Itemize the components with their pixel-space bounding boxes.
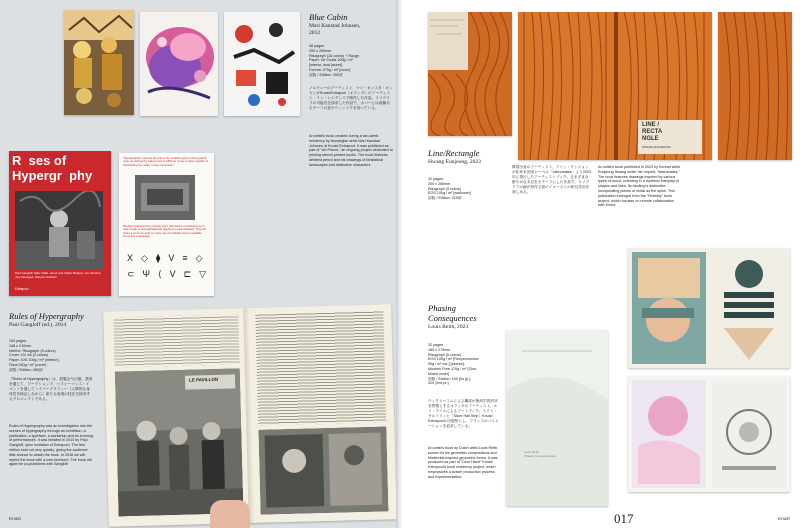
phasing-spread-art-2 [628,376,790,492]
line-rectangle-cover-wood [428,12,512,136]
blue-cabin-illustration-3 [224,12,300,116]
blue-cabin-book-3 [224,12,300,116]
open-book-left-text [113,314,239,367]
rules-byline: Paul Gangloff (ed.), 2014 [9,322,67,328]
line-rectangle-label-4: HWANG EUNJEONG [642,145,671,149]
hand-holding-book [210,500,250,528]
rules-title: Rules of Hypergraphy [9,311,84,321]
line-rectangle-wood-spread [518,12,712,160]
line-rectangle-open-book [518,12,712,160]
hypergraphy-inside-body: Besides brainstorming existing work, this book's contributors try to write single or dual-alphabetical glyphs to a new standard. They all share a common goal: to make use of readable and unreadable forms into a language. [123,224,206,239]
line-rectangle-byline: Hwang Eunjeong, 2023 [428,159,481,165]
phasing-cover-credit: Louis Reith Phasing Consequences [524,450,556,458]
right-footer: Knust [778,516,790,521]
phasing-open-spread-2 [628,376,790,492]
phasing-en-text: An artist's book by Dutch artist Louis Reith, known for his geometric compositions and Modernist-inspired geometric forms. It was produced as part of "Door Hand" Knust/ Extrapool's book residency project, which emphasizes a slower production process and experimentation. [428,446,499,479]
hypergraphy-inside-page [119,153,214,296]
line-rectangle-back-cover [718,12,792,160]
blue-cabin-title: Blue Cabin [309,12,348,22]
hypergraphy-cover-title-2: Hypergr phy [12,168,93,183]
line-rectangle-back-wood [718,12,792,160]
line-rectangle-title: Line/Rectangle [428,148,480,158]
hypergraphy-cover-title-1: R ses of [12,153,67,168]
blue-cabin-illustration-1 [64,10,134,115]
open-book-photo-right [258,426,388,514]
hypergraphy-cover-caption: Paul Gangloff, Marc Vallet, Hervé and Virgile Métayer, Yan Teutsch, Joly Planaged, Roberto Gabrielli [15,271,102,279]
hypergraphy-glyphs-1: X ◇ ⧫ V ≡ ◇ [127,253,204,263]
phasing-jp-text: ウィクリースムによる構成が幾何学的形状を特徴とするオランダのアーティスト、ルイ・ライエによるアートブック。スイス・ゼルトリッヒ［Stoer Hall Strip］Knust/ Extrapoolの出版物とし、フランスのバリエーションを追求している。 [428,399,499,428]
hypergraphy-cover-publisher: Extrapool [15,287,29,291]
line-rectangle-label-1: LINE / [642,122,660,128]
hypergraphy-glyphs-2: ⊂ Ψ ⟨ V ⊏ ▽ [127,269,208,279]
page-number: 017 [614,511,634,526]
blue-cabin-jp-text: ノルウェーのアーティスト、マリ・カンスタ・ヨンセンがKnust/Extrapool（オランダ）のアーティスト・イン・レジデンスで制作した作品。リソグラフの可能性を探求した作品で、カバーには複雑なモチーフの窓やウィンドウを用いている。 [309,86,393,110]
line-rectangle-jp-text: 韓国出身のアーティスト、ファン・ウンジョンが私家本出版レーベル「Ideeomates」より2023年に発行したアーティストブック。さまざまな鮮やかな木目をモチーフにした作品で、リソグラフの線が形作る面のイメージとの相互作用を楽しめる。 [512,165,592,194]
hypergraphy-cover [9,151,111,296]
blue-cabin-book-2 [140,12,218,116]
blue-cabin-book-1 [64,10,134,115]
blue-cabin-specs: 48 pages 200 x 260mm Risograph (16 colors) + Rough Paper: De Costa 100g / m² [interior, dust jacket], Forever 270g / m² [cover] 部数 / Edition: 300部 [309,44,360,77]
line-rectangle-label-3: NGLE [642,136,659,142]
open-book-sign: LE PAVILLON [188,376,219,383]
hypergraphy-inside-intro: "Hypergraphie" was the first name the Lettriste gave to their graphic work, as defined by Isidore Isou in 1950 as "a set of signs capable of transmitting the reality of any expression". [123,156,208,167]
phasing-spread-art [628,248,790,368]
phasing-cover-art [506,330,608,506]
phasing-cover [506,330,608,506]
line-rectangle-cover [428,12,512,136]
line-rectangle-specs: 32 pages 200 x 260mm Risograph [3 colors] EOS 100g / m² [wallcover] 部数 / Edition: 315部 [428,177,471,201]
line-rectangle-en-text: An artist's book published in 2023 by Korean artist Eunjeong Hwang under her imprint, "ideeomates." The book features drawings inspired by various types of wood, unfolding in a rhythmic interplay of shapes and lines. Its binding is distinctive, incorporating pieces of metal as the spine. This publication emerged from the "Peeldop" book project, which focuses on remote collaboration with Knust. [598,165,680,208]
phasing-open-spread [628,248,790,368]
right-page [402,0,800,528]
open-book-photo-left [115,368,244,516]
left-page [0,0,398,528]
rules-en-text: Rules of Hypergraphy was an investigation into the scenes of hypergraphy through an exhibition, a publication, a typeface, a workshop and an evening of performances. It was initiated in 2013 by Paul Gangloff, upon invitation of Extrapool. The first edition sold out very quickly, giving the audience little chance to obtain the book. In 2016 we will reprint the book with a new foreword. The book will again be co-published with Gangloff. [9,424,93,467]
line-rectangle-label-2: RECTA [642,129,663,135]
rules-specs: 104 pages 148 x 210mm Interior: Risograph (5 colors) Cover: UV ink (2 colors) Paper: IOS 100g / m² (interior), Flora 240g / m² (cover) 部数 / Edition: 450部 [9,339,60,372]
open-book-right-text [255,310,386,425]
rules-open-book [103,304,397,526]
phasing-byline: Louis Reith, 2023 [428,324,469,330]
blue-cabin-illustration-2 [140,12,218,116]
phasing-title: Phasing Consequences [428,303,477,323]
phasing-specs: 32 pages 180 x 270mm Risograph [5 colors] EOS 100g / m² [Recyconomics 90g / m² etc.] [interior], Munken Pure 170g / m² [Chur folded cover] 部数 / Edition: 100 [for jp.], 220 [2nd pr.] [428,343,479,386]
hypergraphy-inside-photo [135,175,195,220]
blue-cabin-byline: Mari Kanstad Johnsen, 2012 [309,23,361,36]
blue-cabin-en-text: An artist's book created during a two-week residency by Norwegian artist Mari Kanstad Johnsen at Knust/ Extrapool. It was published as part of "Art Prison," an ongoing project dedicated to printing stencil-printed books. The book features detailed pencil and ink drawings of fantastical landscapes and distinctive characters. [309,134,393,167]
hypergraphy-cover-photo [15,191,103,269]
open-book-gutter [243,308,255,523]
left-footer: Knust [9,516,21,521]
rules-jp-text: 『Rules of Hypergraphy』は、展覧会や出版、教育を通じて、ワークショップ、パフォーマンス・イベントを通してハイパーグラフィー（人間的な身体性を検証しながら）新たな表現の技法を探求するプロジェクトである。 [9,377,93,401]
